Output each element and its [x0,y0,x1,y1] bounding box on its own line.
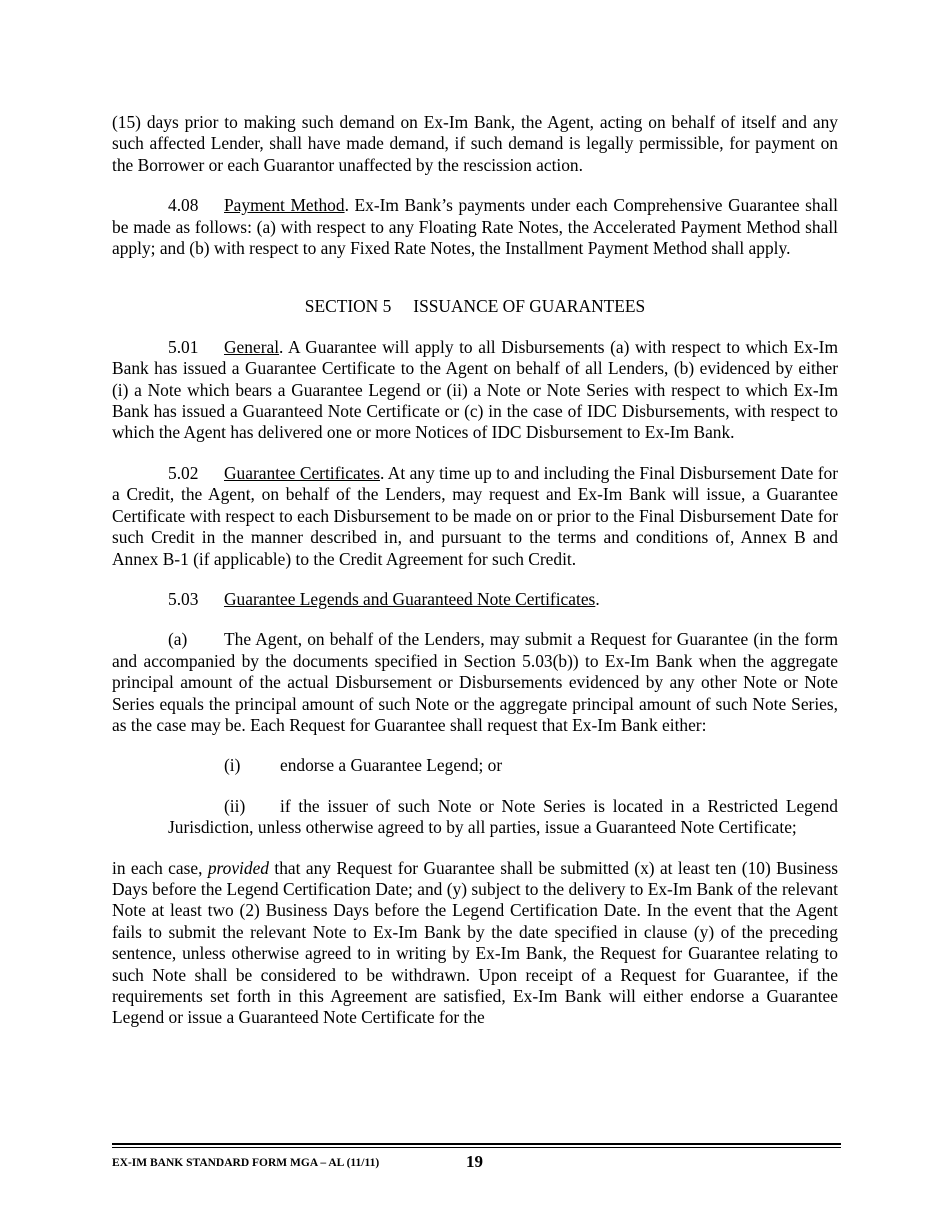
document-body [112,112,838,1048]
footer-form-label: EX-IM BANK STANDARD FORM MGA – AL (11/11) [112,1157,380,1169]
closing-italic: provided [207,857,270,878]
clause-ii [168,796,838,839]
section-5-02 [112,463,838,570]
section-label: SECTION 5 [304,296,392,317]
section-title-end: . [595,588,600,609]
section-4-08 [112,195,838,259]
section-text: . At any time up to and including the Final Disbursement Date for a Credit, the Agent, on behalf of the Lenders, may request and Ex-Im Bank will issue, a Guarantee Certificate with respect to each Disbursement to be made on or prior to the Final Disbursement Date for such Credit in the manner described in, and pursuant to the terms and conditions of, Annex B and Annex B-1 (if applicable) to the Credit Agreement for such Credit. [112,462,838,569]
closing-text: that any Request for Guarantee shall be submitted (x) at least ten (10) Business Days before the Legend Certification Date; and (y) subject to the delivery to Ex-Im Bank of the relevant Note at least two (2) Business Days before the Legend Certification Date. In the event that the Agent fails to submit the relevant Note to Ex-Im Bank by the date specified in clause (y) of the preceding sentence, unless otherwise agreed to in writing by Ex-Im Bank, the Request for Guarantee relating to such Note shall be considered to be withdrawn. Upon receipt of a Request for Guarantee, if the requirements set forth in this Agreement are satisfied, Ex-Im Bank will either endorse a Guarantee Legend or issue a Guaranteed Note Certificate for the [112,857,839,1028]
section-text: . A Guarantee will apply to all Disbursements (a) with respect to which Ex-Im Bank has issued a Guarantee Certificate to the Agent on behalf of all Lenders, (b) evidenced by either (i) a Note which bears a Guarantee Legend or (ii) a Note or Note Series with respect to which Ex-Im Bank has issued a Guaranteed Note Certificate or (c) in the case of IDC Disbursements, with respect to which the Agent has delivered one or more Notices of IDC Disbursement to Ex-Im Bank. [112,336,838,443]
page-number: 19 [466,1152,483,1171]
section-title: Payment Method [224,195,345,216]
subsection-number: (a) [168,629,188,650]
section-title: Guarantee Certificates [224,462,380,483]
clause-number: (i) [224,755,241,776]
subsection-text: The Agent, on behalf of the Lenders, may submit a Request for Guarantee (in the form and accompanied by the documents specified in Section 5.03(b)) to Ex-Im Bank when the aggregate principal amount of the actual Disbursement or Disbursements evidenced by any other Note or Note Series equals the principal amount of such Note or the aggregate principal amount of such Note Series, as the case may be. Each Request for Guarantee shall request that Ex-Im Bank either: [112,629,838,735]
closing-lead: in each case, [112,857,208,878]
section-number: 5.03 [168,588,199,609]
section-number: 5.01 [168,336,199,357]
section-heading-title: ISSUANCE OF GUARANTEES [413,296,646,317]
clause-number: (ii) [224,795,246,816]
paragraph-continuation: (15) days prior to making such demand on Ex-Im Bank, the Agent, acting on behalf of itself and any such affected Lender, shall have made demand, if such demand is legally permissible, for payment on the Borrower or each Guarantor unaffected by the rescission action. [112,112,838,175]
footer-rule-thick [112,1143,841,1145]
section-5-01 [112,337,838,444]
section-number: 5.02 [168,462,199,483]
closing-paragraph [112,858,838,1029]
section-5-03 [112,589,838,610]
clause-i [168,755,838,776]
footer-rule-thin [112,1147,841,1148]
section-text: . Ex-Im Bank’s payments under each Comprehensive Guarantee shall be made as follows: (a) with respect to any Floating Rate Notes, the Accelerated Payment Method shall apply; and (b) with respect to any Fixed Rate Notes, the Installment Payment Method shall apply. [112,195,838,259]
clause-text: endorse a Guarantee Legend; or [280,755,503,776]
subsection-5-03-a [112,629,838,736]
section-number: 4.08 [168,195,199,216]
section-title: General [224,336,280,357]
clause-text: if the issuer of such Note or Note Series is located in a Restricted Legend Jurisdiction, unless otherwise agreed to by all parties, issue a Guaranteed Note Certificate; [168,795,838,838]
section-5-heading [112,296,838,317]
section-title: Guarantee Legends and Guaranteed Note Certificates [224,588,596,609]
